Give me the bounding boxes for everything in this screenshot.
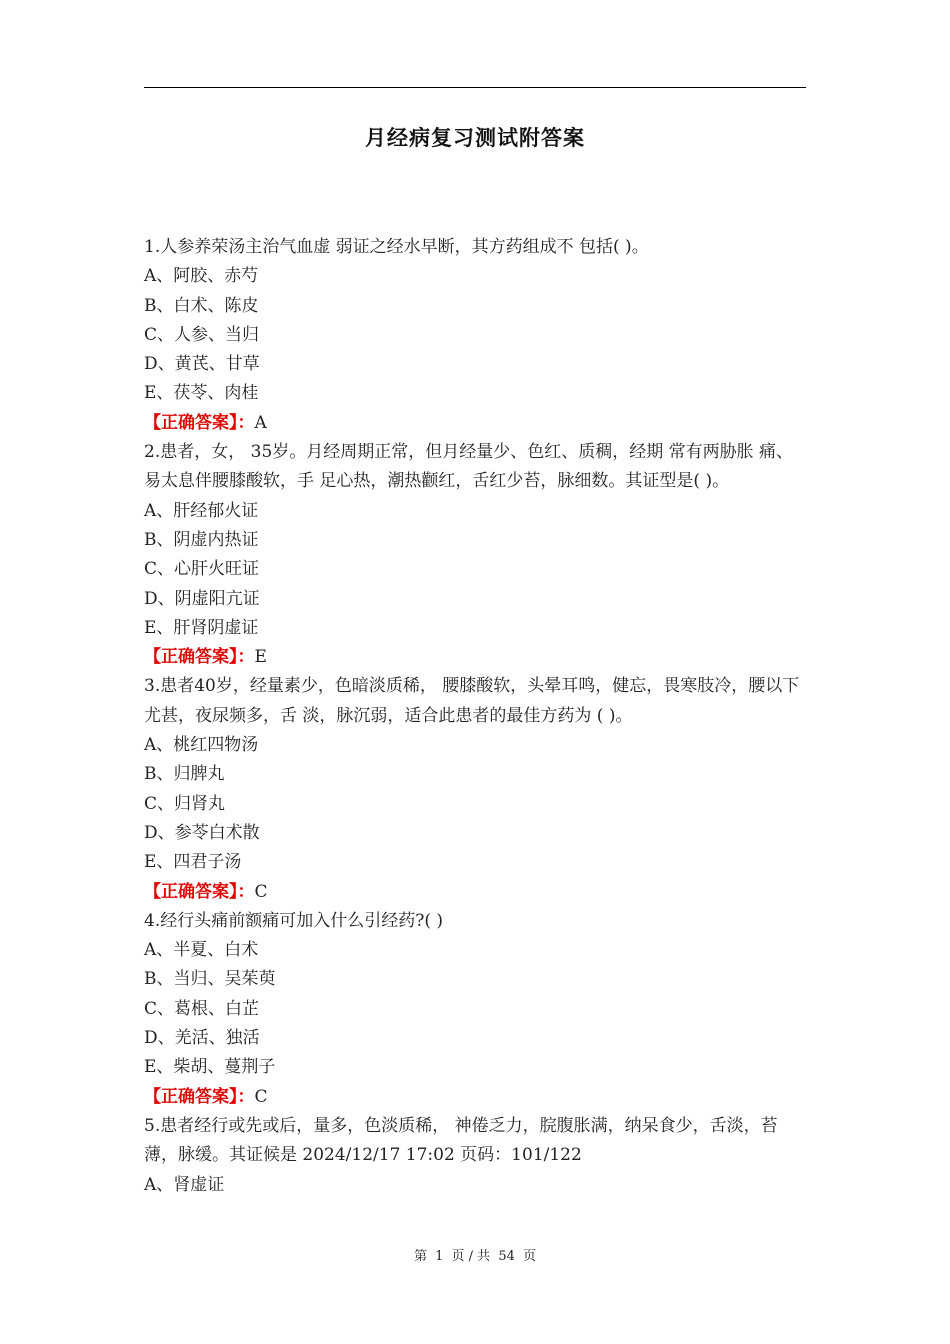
option-c: C、葛根、白芷: [144, 998, 260, 1019]
option-b: B、白术、陈皮: [144, 295, 259, 316]
option-c: C、归肾丸: [144, 793, 226, 814]
answer-row: [144, 643, 806, 672]
document-title: 月经病复习测试附答案: [365, 125, 585, 150]
footer-prefix: 第: [413, 1249, 427, 1264]
answer-value: C: [254, 881, 268, 902]
page-footer: [0, 1245, 950, 1264]
option-d: D、阴虚阳亢证: [144, 588, 260, 609]
answer-label: 【正确答案】：: [144, 881, 255, 902]
question-3: [144, 672, 806, 906]
question-5: [144, 1112, 806, 1200]
question-stem: 3.患者40岁，经量素少，色暗淡质稀， 腰膝酸软，头晕耳鸣，健忘，畏寒肢冷，腰以下尤甚，夜尿频多，舌 淡，脉沉弱，适合此患者的最佳方药为 ( )。: [144, 676, 800, 726]
answer-value: E: [254, 647, 267, 668]
option-a: A、肝经郁火证: [144, 500, 259, 521]
option-c: C、人参、当归: [144, 324, 260, 345]
question-stem: 4.经行头痛前额痛可加入什么引经药?( ): [144, 910, 444, 931]
footer-page-number: 1: [435, 1249, 444, 1264]
option-a: A、桃红四物汤: [144, 735, 259, 756]
answer-value: C: [254, 1086, 268, 1107]
option-a: A、阿胶、赤芍: [144, 266, 259, 287]
answer-label: 【正确答案】：: [144, 412, 255, 433]
answer-label: 【正确答案】：: [144, 1086, 255, 1107]
question-stem: 1.人参养荣汤主治气血虚 弱证之经水早断，其方药组成不 包括( )。: [144, 237, 649, 257]
option-d: D、羌活、独活: [144, 1028, 260, 1049]
option-d: D、参苓白术散: [144, 822, 260, 843]
question-stem: 2.患者，女， 35岁。月经周期正常，但月经量少、色红、质稠，经期 常有两胁胀 痛、易太息伴腰膝酸软，手 足心热，潮热颧红，舌红少苔，脉细数。其证型是( )。: [144, 442, 794, 492]
question-4: [144, 907, 806, 1112]
answer-value: A: [254, 412, 267, 433]
question-list: [144, 233, 806, 1200]
answer-row: [144, 1083, 806, 1112]
footer-mid: 页 / 共: [451, 1249, 491, 1264]
question-stem: 5.患者经行或先或后，量多，色淡质稀， 神倦乏力，脘腹胀满，纳呆食少，舌淡，苔薄，脉缓。其证候是 2024/12/17 17:02 页码：101/122: [144, 1115, 778, 1166]
option-b: B、当归、吴茱萸: [144, 969, 276, 990]
answer-row: [144, 878, 806, 907]
option-e: E、柴胡、蔓荆子: [144, 1057, 276, 1078]
option-e: E、茯苓、肉桂: [144, 383, 259, 404]
question-2: [144, 438, 806, 672]
option-e: E、肝肾阴虚证: [144, 617, 259, 638]
option-b: B、归脾丸: [144, 764, 225, 785]
option-b: B、阴虚内热证: [144, 529, 259, 550]
option-a: A、半夏、白术: [144, 940, 259, 961]
question-1: [144, 233, 806, 438]
answer-label: 【正确答案】：: [144, 647, 255, 668]
footer-suffix: 页: [523, 1249, 537, 1264]
header-rule: [144, 87, 806, 88]
footer-total-pages: 54: [498, 1249, 515, 1264]
option-c: C、心肝火旺证: [144, 559, 260, 580]
answer-row: [144, 409, 806, 438]
option-e: E、四君子汤: [144, 852, 242, 873]
option-d: D、黄芪、甘草: [144, 354, 260, 375]
option-a: A、肾虚证: [144, 1174, 225, 1195]
